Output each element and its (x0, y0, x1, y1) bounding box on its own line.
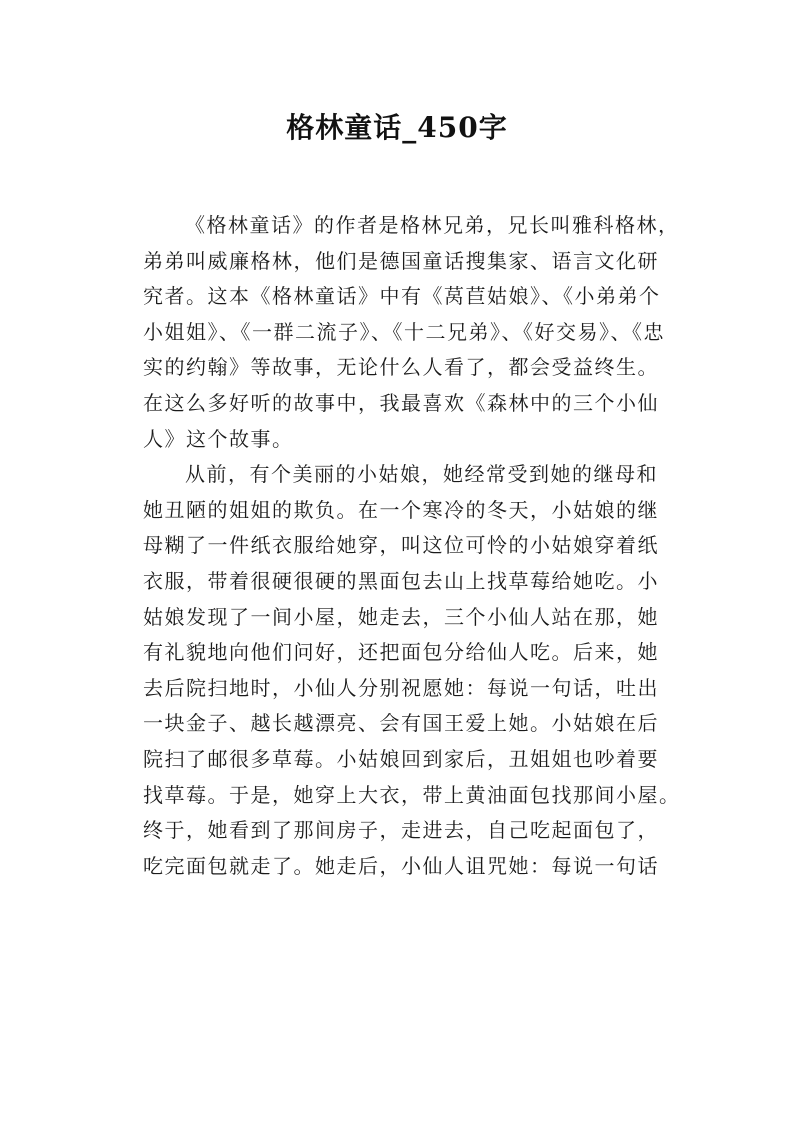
paragraph-line: 吃完面包就走了。她走后，小仙人诅咒她：每说一句话 (143, 853, 659, 878)
paragraph-line: 《格林童话》的作者是格林兄弟，兄长叫雅科格林， (185, 213, 680, 237)
paragraph-line: 姑娘发现了一间小屋，她走去，三个小仙人站在那，她 (143, 604, 659, 629)
paragraph-line: 去后院扫地时，小仙人分别祝愿她：每说一句话，吐出 (143, 675, 659, 700)
paragraph-line: 一块金子、越长越漂亮、会有国王爱上她。小姑娘在后 (143, 711, 659, 736)
paragraph-line: 有礼貌地向他们问好，还把面包分给仙人吃。后来，她 (143, 640, 659, 665)
paragraph-line: 从前，有个美丽的小姑娘，她经常受到她的继母和 (185, 462, 658, 487)
paragraph-1 (143, 208, 680, 457)
paragraph-line: 在这么多好听的故事中，我最喜欢《森林中的三个小仙 (143, 390, 659, 415)
paragraph-line: 找草莓。于是，她穿上大衣，带上黄油面包找那间小屋。 (143, 782, 681, 807)
paragraph-line: 人》这个故事。 (143, 426, 294, 451)
paragraph-line: 小姐姐》、《一群二流子》、《十二兄弟》、《好交易》、《忠 (143, 319, 665, 344)
paragraph-line: 她丑陋的姐姐的欺负。在一个寒冷的冬天，小姑娘的继 (143, 497, 659, 522)
paragraph-line: 实的约翰》等故事，无论什么人看了，都会受益终生。 (143, 355, 659, 380)
document-body (143, 208, 681, 884)
paragraph-line: 母糊了一件纸衣服给她穿，叫这位可怜的小姑娘穿着纸 (143, 533, 659, 558)
paragraph-line: 院扫了邮很多草莓。小姑娘回到家后，丑姐姐也吵着要 (143, 746, 659, 771)
paragraph-line: 衣服，带着很硬很硬的黑面包去山上找草莓给她吃。小 (143, 568, 659, 593)
paragraph-line: 终于，她看到了那间房子，走进去，自己吃起面包了， (143, 818, 659, 843)
paragraph-line: 究者。这本《格林童话》中有《莴苣姑娘》、《小弟弟个 (143, 284, 661, 309)
paragraph-2 (143, 457, 681, 884)
paragraph-line: 弟弟叫威廉格林，他们是德国童话搜集家、语言文化研 (143, 248, 659, 273)
document-title: 格林童话_450字 (286, 111, 508, 144)
